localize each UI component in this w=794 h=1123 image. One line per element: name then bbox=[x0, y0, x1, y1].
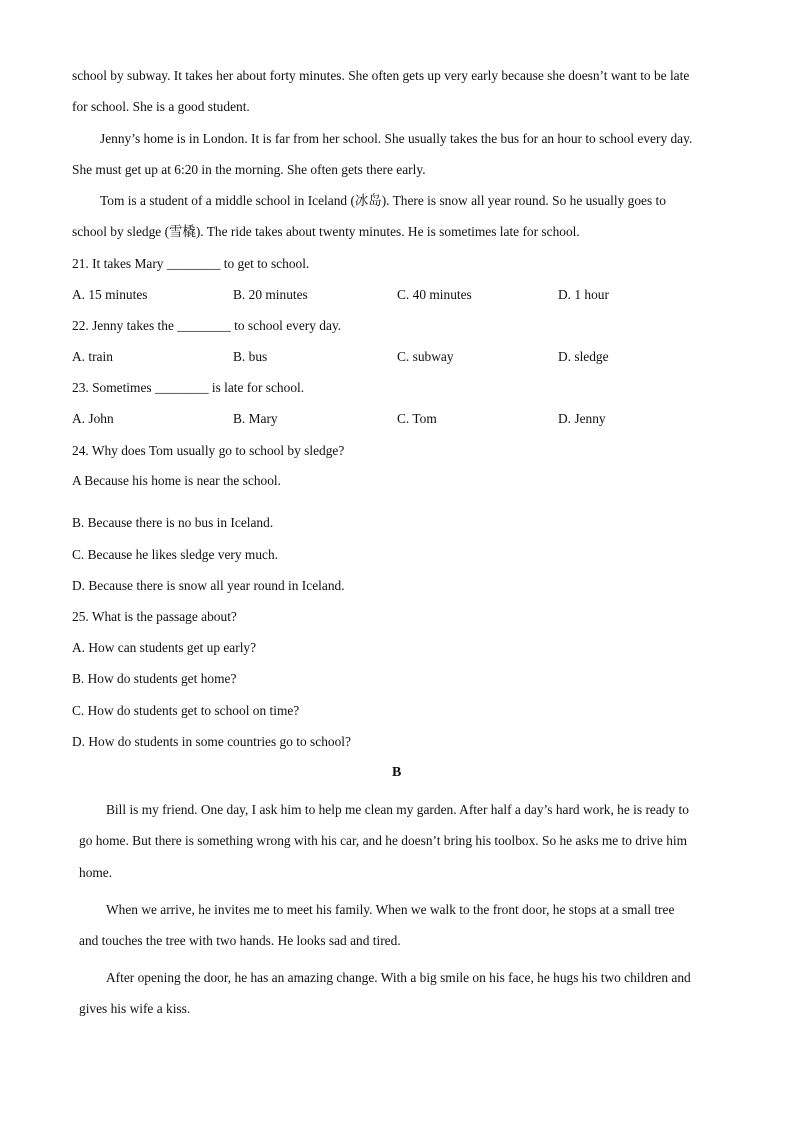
question-25-option-c[interactable]: C. How do students get to school on time? bbox=[72, 703, 300, 718]
question-22-option-c[interactable]: C. subway bbox=[397, 349, 454, 364]
passage-a-line-2: for school. She is a good student. bbox=[72, 99, 250, 114]
passage-a-line-5: Tom is a student of a middle school in Iceland (冰岛). There is snow all year round. So he usually goes to bbox=[100, 193, 666, 208]
passage-a-line-4: She must get up at 6:20 in the morning. She often gets there early. bbox=[72, 162, 426, 177]
question-24-option-c[interactable]: C. Because he likes sledge very much. bbox=[72, 547, 279, 562]
question-24-option-a[interactable]: A Because his home is near the school. bbox=[72, 473, 281, 488]
question-22-option-a[interactable]: A. train bbox=[72, 349, 113, 364]
question-21-option-b[interactable]: B. 20 minutes bbox=[233, 287, 308, 302]
passage-a-line-1: school by subway. It takes her about forty minutes. She often gets up very early because she doesn’t want to be late bbox=[72, 68, 690, 83]
question-22-option-b[interactable]: B. bus bbox=[233, 349, 268, 364]
question-23-stem: 23. Sometimes ________ is late for school. bbox=[72, 380, 305, 395]
section-b-heading: B bbox=[392, 765, 402, 780]
question-21-stem: 21. It takes Mary ________ to get to school. bbox=[72, 256, 310, 271]
passage-b-line-1: Bill is my friend. One day, I ask him to help me clean my garden. After half a day’s hard work, he is ready to bbox=[106, 802, 689, 817]
passage-b-line-3: home. bbox=[79, 865, 113, 880]
question-22-stem: 22. Jenny takes the ________ to school every day. bbox=[72, 318, 342, 333]
question-21-option-c[interactable]: C. 40 minutes bbox=[397, 287, 472, 302]
question-22-option-d[interactable]: D. sledge bbox=[558, 349, 609, 364]
question-23-option-d[interactable]: D. Jenny bbox=[558, 411, 606, 426]
passage-a-line-3: Jenny’s home is in London. It is far from her school. She usually takes the bus for an hour to school every day. bbox=[100, 131, 693, 146]
question-23-option-c[interactable]: C. Tom bbox=[397, 411, 437, 426]
passage-b-line-5: and touches the tree with two hands. He looks sad and tired. bbox=[79, 933, 401, 948]
question-25-stem: 25. What is the passage about? bbox=[72, 609, 237, 624]
question-24-option-d[interactable]: D. Because there is snow all year round in Iceland. bbox=[72, 578, 345, 593]
question-25-option-a[interactable]: A. How can students get up early? bbox=[72, 640, 257, 655]
question-21-option-a[interactable]: A. 15 minutes bbox=[72, 287, 148, 302]
passage-b-line-7: gives his wife a kiss. bbox=[79, 1001, 191, 1016]
passage-b-line-4: When we arrive, he invites me to meet his family. When we walk to the front door, he stops at a small tree bbox=[106, 902, 675, 917]
passage-a-line-6: school by sledge (雪橇). The ride takes about twenty minutes. He is sometimes late for school. bbox=[72, 224, 580, 239]
question-25-option-d[interactable]: D. How do students in some countries go to school? bbox=[72, 734, 351, 749]
passage-b-line-6: After opening the door, he has an amazing change. With a big smile on his face, he hugs his two children and bbox=[106, 970, 691, 985]
question-21-option-d[interactable]: D. 1 hour bbox=[558, 287, 609, 302]
question-25-option-b[interactable]: B. How do students get home? bbox=[72, 671, 237, 686]
passage-b-line-2: go home. But there is something wrong with his car, and he doesn’t bring his toolbox. So he asks me to drive him bbox=[79, 833, 688, 848]
question-23-option-b[interactable]: B. Mary bbox=[233, 411, 278, 426]
question-23-option-a[interactable]: A. John bbox=[72, 411, 114, 426]
question-24-option-b[interactable]: B. Because there is no bus in Iceland. bbox=[72, 515, 274, 530]
question-24-stem: 24. Why does Tom usually go to school by sledge? bbox=[72, 443, 345, 458]
